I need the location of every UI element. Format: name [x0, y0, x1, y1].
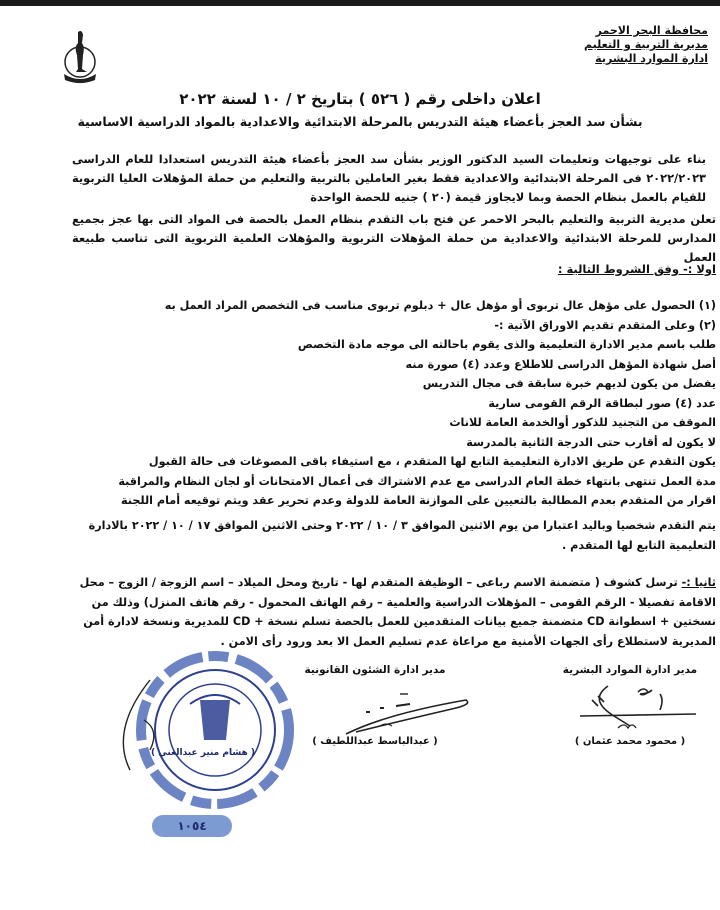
condition-item: اقرار من المتقدم بعدم المطالبة بالتعيين على الموازنة العامة للدولة وعدم تحرير عقد ويتم توقيعه أمام اللجنة [120, 494, 716, 507]
application-dates-paragraph: يتم التقدم شخصيا وباليد اعتبارا من يوم الاثنين الموافق ٣ / ١٠ / ٢٠٢٢ وحتى الاثنين الموافق ١٧ / ١٠ / ٢٠٢٢ بالادارة التعليمية التابع لها المتقدم . [88, 519, 716, 552]
condition-item: (١) الحصول على مؤهل عال تربوى أو مؤهل عال + دبلوم تربوى مناسب فى التخصص المراد العمل به [164, 299, 716, 312]
section-conditions-heading: اولا :- وفق الشروط التالية : [557, 262, 716, 276]
hr-director-title: مدير ادارة الموارد البشرية [562, 664, 698, 676]
condition-item: الموقف من التجنيد للذكور أوالخدمة العامة للاناث [449, 416, 716, 429]
intro-paragraph: بناء على توجيهات وتعليمات السيد الدكتور الوزير بشأن سد العجز بأعضاء هيئة التدريس استعدادا للعام الدراسى ٢٠٢٢/٢٠٢٣ فى المرحلة الابتدائية والاعدادية فقط بغير العاملين بالتربية والتعليم من حملة المؤهلات العليا التربوية للقيام بالعمل بنظام الحصة وبما لايجاوز قيمة (٢٠ ) جنيه للحصة الواحدة [72, 152, 706, 204]
hr-signature-scribble-icon [578, 682, 698, 732]
legal-director-title: مدير ادارة الشئون القانونية [304, 664, 446, 676]
conditions-list [60, 296, 716, 511]
announcement-title: اعلان داخلى رقم ( ٥٢٦ ) بتاريخ ٢ / ١٠ لسنة ٢٠٢٢ [179, 90, 541, 108]
letterhead-governorate: محافظة البحر الاحمر [595, 24, 708, 37]
condition-item: عدد (٤) صور لبطاقة الرقم القومى سارية [488, 396, 716, 410]
director-name: ( هشام منير عبدالغنى ) [151, 748, 255, 758]
condition-item: طلب باسم مدير الادارة التعليمية والذى يقوم باحالته الى موجه مادة التخصص [297, 338, 716, 351]
hr-director-name: ( محمود محمد عثمان ) [574, 736, 686, 747]
governorate-logo-icon [56, 26, 104, 86]
legal-signature-scribble-icon [340, 690, 480, 740]
section-two-paragraph [52, 573, 716, 651]
condition-item: أصل شهادة المؤهل الدراسى للاطلاع وعدد (٤) صورة منه [405, 357, 716, 371]
official-stamp-icon [120, 650, 310, 840]
condition-item: لا يكون له أقارب حتى الدرجة الثانية بالمدرسة [466, 435, 716, 449]
letterhead-directorate: مديرية التربية و التعليم [584, 38, 708, 51]
condition-item: يكون التقدم عن طريق الادارة التعليمية التابع لها المتقدم ، مع استيفاء باقى المصوغات فى حالة القبول [148, 455, 716, 468]
stamp-number: ١٠٥٤ [152, 815, 232, 837]
condition-item: يفضل من يكون لديهم خبرة سابقة فى مجال التدريس [422, 377, 716, 390]
announcement-subject: بشأن سد العجز بأعضاء هيئة التدريس بالمرحلة الابتدائية والاعدادية بالمواد الدراسية الاساسية [77, 114, 643, 129]
announcement-paragraph: تعلن مديرية التربية والتعليم بالبحر الاحمر عن فتح باب التقدم بنظام العمل بالحصة فى المواد التى بها عجز بجميع المدارس للمرحلة الابتدائية والاعدادية من حملة المؤهلات التربوية والمؤهلات العلمية التربوية التى تناسب طبيعة العمل [72, 212, 716, 264]
section-two-label: ثانيا :- [681, 576, 716, 589]
legal-director-name: ( عبدالباسط عبداللطيف ) [312, 736, 438, 747]
section-two-text: ترسل كشوف ( متضمنة الاسم رباعى – الوظيفة المتقدم لها - تاريخ ومحل الميلاد – اسم الزوجة / الزوج – محل الاقامة تفصيلا - الرقم القومى – المؤهلات الدراسية والعلمية – رقم الهاتف المحمول - رقم هاتف المنزل) وذلك من نسختين + اسطوانة CD متضمنة جميع بيانات المتقدمين للعمل بالحصة تسلم نسخة + CD للمديرية ونسخة لادارة أمن المديرية لاستطلاع رأى الجهات الأمنية مع مراعاة عدم تسليم العمل الا بعد ورود رأى الامن . [79, 576, 716, 648]
letterhead [584, 24, 708, 66]
condition-item: مدة العمل تنتهى بانتهاء خطة العام الدراسى مع عدم الاشتراك فى أعمال الامتحانات أو لجان النظام والمراقبة [118, 474, 716, 488]
letterhead-department: ادارة الموارد البشرية [595, 52, 708, 65]
condition-item: (٢) وعلى المتقدم تقديم الاوراق الآتية :- [494, 318, 716, 332]
